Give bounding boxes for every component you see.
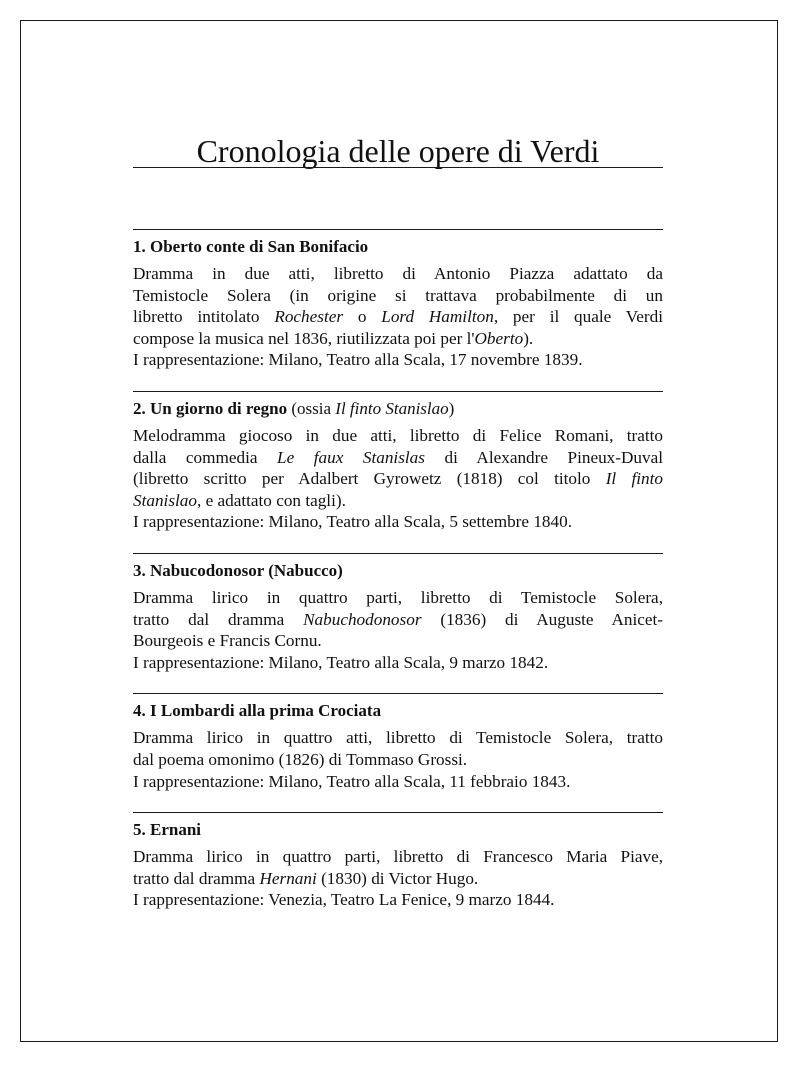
description-line — [133, 868, 663, 890]
text-segment: tratto dal dramma — [133, 868, 260, 888]
text-segment: compose la musica nel 1836, riutilizzata poi per l' — [133, 328, 475, 348]
opera-premiere: I rappresentazione: Milano, Teatro alla Scala, 11 febbraio 1843. — [133, 771, 571, 791]
opera-alt-title-prefix: (ossia — [291, 398, 336, 418]
text-segment: tratto dal dramma — [133, 609, 304, 629]
text-segment: Dramma lirico in quattro parti, libretto di Temistocle Solera, — [133, 587, 663, 607]
page-title: Cronologia delle opere di Verdi — [196, 133, 600, 169]
opera-title: I Lombardi alla prima Crociata — [150, 701, 382, 721]
text-segment: dalla commedia — [133, 447, 278, 467]
italic-text: Il finto — [605, 469, 663, 489]
opera-title: Un giorno di regno — [150, 398, 288, 418]
text-segment: , per il quale Verdi — [493, 307, 664, 327]
opera-number: 3. — [133, 560, 146, 580]
description-line — [133, 447, 663, 469]
opera-list — [133, 229, 663, 931]
opera-number: 2. — [133, 398, 146, 418]
text-segment: ). — [523, 328, 534, 348]
opera-heading — [133, 818, 663, 842]
opera-entry — [133, 812, 663, 911]
opera-description — [133, 727, 663, 770]
italic-text: Stanislao — [133, 490, 197, 510]
opera-description — [133, 587, 663, 652]
opera-premiere: I rappresentazione: Milano, Teatro alla Scala, 17 novembre 1839. — [133, 350, 583, 370]
description-line — [133, 630, 663, 652]
text-segment: Dramma lirico in quattro atti, libretto di Temistocle Solera, tratto — [133, 728, 663, 748]
opera-description — [133, 425, 663, 511]
description-line — [133, 425, 663, 447]
italic-text: Lord Hamilton — [381, 307, 494, 327]
opera-entry — [133, 391, 663, 533]
opera-title: Nabucodonosor (Nabucco) — [150, 560, 343, 580]
text-segment: libretto intitolato — [133, 307, 275, 327]
opera-entry — [133, 693, 663, 792]
title-rule — [133, 167, 663, 168]
description-line — [133, 846, 663, 868]
text-segment: Dramma in due atti, libretto di Antonio Piazza adattato da — [133, 264, 663, 283]
italic-text: Le faux Stanislas — [277, 447, 425, 467]
opera-number: 5. — [133, 820, 146, 840]
opera-title: Oberto conte di San Bonifacio — [150, 237, 369, 256]
text-segment: , e adattato con tagli). — [196, 490, 346, 510]
description-line — [133, 727, 663, 749]
opera-alt-title: Il finto Stanislao — [335, 398, 449, 418]
text-segment: (libretto scritto per Adalbert Gyrowetz (1818) col titolo — [133, 469, 606, 489]
italic-text: Oberto — [474, 328, 524, 348]
description-line — [133, 490, 663, 512]
text-segment: Dramma lirico in quattro parti, libretto di Francesco Maria Piave, — [133, 847, 663, 867]
italic-text: Nabuchodonosor — [303, 609, 422, 629]
opera-premiere: I rappresentazione: Milano, Teatro alla Scala, 9 marzo 1842. — [133, 652, 549, 672]
description-line — [133, 306, 663, 328]
text-segment: di Alexandre Pineux-Duval — [424, 447, 663, 467]
description-line — [133, 587, 663, 609]
opera-heading — [133, 397, 663, 421]
opera-description — [133, 846, 663, 889]
opera-number: 1. — [133, 237, 146, 256]
opera-entry — [133, 229, 663, 371]
description-line — [133, 468, 663, 490]
opera-heading — [133, 235, 663, 259]
opera-heading — [133, 699, 663, 723]
opera-alt-title-suffix: ) — [448, 398, 455, 418]
text-segment: Bourgeois e Francis Cornu. — [133, 631, 322, 651]
opera-premiere: I rappresentazione: Milano, Teatro alla Scala, 5 settembre 1840. — [133, 512, 572, 532]
description-line — [133, 609, 663, 631]
text-segment: Temistocle Solera (in origine si trattava probabilmente di un — [133, 285, 663, 305]
opera-premiere: I rappresentazione: Venezia, Teatro La Fenice, 9 marzo 1844. — [133, 890, 555, 910]
description-line — [133, 328, 663, 350]
description-line — [133, 263, 663, 285]
text-segment: o — [343, 307, 382, 327]
opera-entry — [133, 553, 663, 673]
opera-number: 4. — [133, 701, 146, 721]
text-segment: (1830) di Victor Hugo. — [316, 868, 479, 888]
text-segment: Melodramma giocoso in due atti, libretto di Felice Romani, tratto — [133, 425, 663, 445]
opera-description — [133, 263, 663, 349]
description-line — [133, 749, 663, 771]
text-segment: dal poema omonimo (1826) di Tommaso Grossi. — [133, 749, 468, 769]
description-line — [133, 285, 663, 307]
italic-text: Rochester — [274, 307, 344, 327]
text-segment: (1836) di Auguste Anicet- — [421, 609, 663, 629]
italic-text: Hernani — [259, 868, 317, 888]
opera-heading — [133, 559, 663, 583]
opera-title: Ernani — [150, 820, 202, 840]
